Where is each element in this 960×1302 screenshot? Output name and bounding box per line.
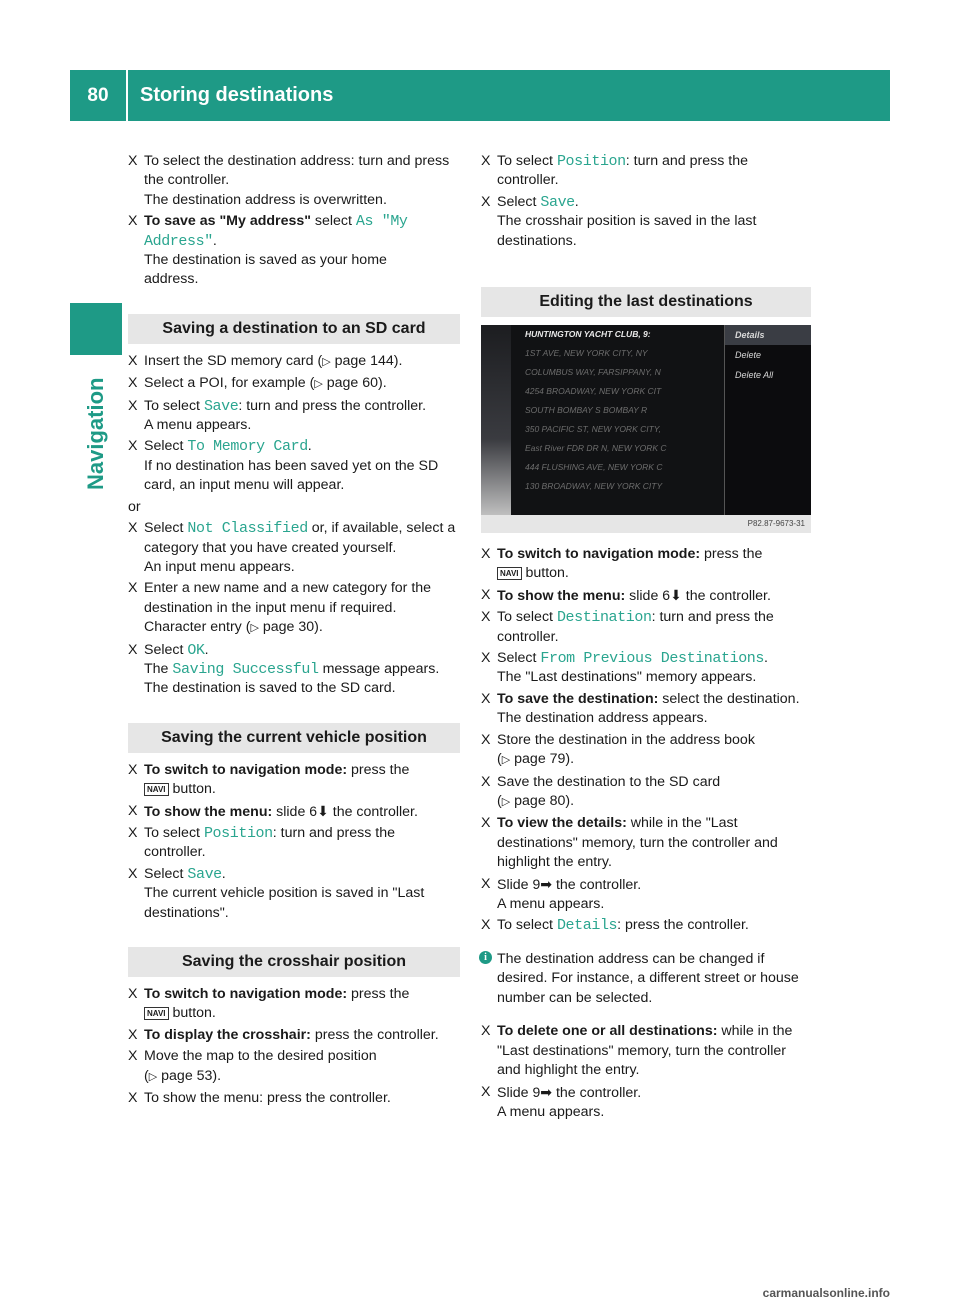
page-ref-icon: ▷ [148, 1070, 158, 1083]
info-icon: i [479, 951, 492, 964]
step-marker: X [128, 1048, 138, 1065]
page-ref-icon: ▷ [501, 795, 511, 808]
step: X To select Details: press the controller. [481, 917, 749, 935]
step: X To view the details: while in the "Last destinations" memory, turn the controller and highlight the entry. [481, 815, 778, 871]
list-item: 444 FLUSHING AVE, NEW YORK C [525, 462, 663, 473]
ui-term: Save [540, 193, 575, 211]
list-item: SOUTH BOMBAY S BOMBAY R [525, 405, 648, 416]
ui-term: Destination [556, 609, 652, 627]
step-marker: X [128, 865, 138, 882]
step-marker: X [128, 438, 138, 455]
or-text: or [128, 498, 141, 515]
ui-term: Save [203, 397, 239, 415]
page-ref-icon: ▷ [250, 622, 259, 635]
controller-slide-down-icon: 6⬇ [662, 586, 682, 603]
last-destinations-screenshot [481, 325, 811, 533]
step-marker: X [128, 1090, 138, 1107]
step: X To delete one or all destinations: while in the "Last destinations" memory, turn the controller and highlight the entry. [481, 1023, 793, 1079]
step: X To save the destination: select the destination. The destination address appears. [481, 690, 800, 727]
section-tab-label: Navigation [83, 377, 108, 490]
menu-item-delete: Delete [735, 350, 762, 361]
step-marker: X [128, 520, 138, 537]
page-ref-icon: ▷ [322, 355, 331, 368]
controller-slide-right-icon: 9➡ [532, 875, 553, 892]
step: X Select To Memory Card. If no destination has been saved yet on the SD card, an input menu will appear. [128, 438, 439, 494]
step: X To select the destination address: turn and press the controller. The destination address is overwritten. [128, 153, 450, 208]
scroll-bar [481, 325, 511, 515]
ui-term: Saving Successful [172, 660, 319, 678]
ui-term: As "My Address" [144, 213, 408, 250]
step: X To show the menu: press the controller. [128, 1089, 460, 1108]
step: X To select Save: turn and press the controller. A menu appears. [128, 397, 427, 434]
step: X Slide 9➡ the controller. A menu appears. [481, 875, 642, 912]
step-marker: X [481, 546, 491, 563]
step: X To select Position: turn and press the controller. [481, 153, 748, 189]
step: X Select From Previous Destinations. The "Last destinations" memory appears. [481, 650, 768, 686]
ui-term: To Memory Card [187, 438, 308, 456]
step-marker: X [481, 1023, 491, 1040]
navi-button-icon: NAVI [497, 567, 522, 580]
step: X Insert the SD memory card (▷ page 144). [128, 352, 460, 372]
step-marker: X [481, 773, 491, 790]
step: X To show the menu: slide 6⬇ the controller. [128, 802, 418, 820]
step: X Move the map to the desired position (▷ page 53). [128, 1048, 377, 1084]
ui-term: Not Classified [187, 520, 308, 538]
step-marker: X [128, 580, 138, 597]
step-marker: X [128, 352, 138, 369]
step: X Enter a new name and a new category for the destination in the input menu if required. Character entry (▷ page 30). [128, 580, 432, 636]
step: X To switch to navigation mode: press the NAVI button. [128, 986, 410, 1022]
step-marker: X [128, 375, 138, 392]
list-item: 350 PACIFIC ST, NEW YORK CITY, [525, 424, 662, 435]
menu-item-delete-all: Delete All [735, 370, 774, 381]
step: X Select OK. The Saving Successful message appears. The destination is saved to the SD card. [128, 641, 440, 697]
step-marker: X [128, 761, 138, 778]
ui-term: From Previous Destinations [540, 650, 765, 668]
step: X To switch to navigation mode: press the NAVI button. [481, 546, 763, 582]
step-marker: X [481, 586, 491, 603]
step-marker: X [128, 802, 138, 819]
step: X To display the crosshair: press the controller. [128, 1026, 460, 1045]
step: X To select Destination: turn and press the controller. [481, 609, 774, 645]
destination-list [525, 325, 725, 515]
ui-term: Position [556, 153, 626, 170]
step-marker: X [481, 609, 491, 626]
step-marker: X [128, 397, 138, 414]
page-ref-icon: ▷ [314, 378, 323, 391]
menu-item-details: Details [725, 325, 811, 345]
step: X To save as "My address" select As "My Address". The destination is saved as your home address. [128, 213, 408, 288]
page-number: 80 [87, 84, 109, 106]
context-menu [724, 325, 811, 515]
step: X Select Save. The current vehicle position is saved in "Last destinations". [128, 865, 425, 921]
step: X Store the destination in the address book (▷ page 79). [481, 731, 755, 768]
controller-slide-right-icon: 9➡ [532, 1083, 553, 1100]
info-note: i The destination address can be changed if desired. For instance, a different street or house number can be selected. [481, 950, 813, 1008]
section-heading: Editing the last destinations [481, 287, 811, 317]
watermark: carmanualsonline.info [762, 1286, 890, 1300]
page-ref-icon: ▷ [501, 754, 511, 767]
navi-button-icon: NAVI [144, 783, 169, 796]
section-tab [70, 360, 122, 500]
step-marker: X [481, 815, 491, 832]
list-item: COLUMBUS WAY, FARSIPPANY, N [525, 367, 661, 378]
section-tab-marker [70, 303, 122, 355]
ui-term: Details [556, 917, 618, 935]
figure-code: P82.87-9673-31 [481, 515, 811, 533]
navi-button-icon: NAVI [144, 1007, 169, 1020]
step-marker: X [481, 917, 491, 934]
step-marker: X [481, 1083, 491, 1100]
section-heading: Saving the crosshair position [128, 947, 460, 977]
step-marker: X [481, 153, 491, 169]
step-marker: X [128, 153, 138, 169]
step: X Save the destination to the SD card (▷ page 80). [481, 773, 721, 809]
step: X Select Not Classified or, if available, select a category that you have created yourself. An input menu appears. [128, 520, 456, 575]
list-item: 4254 BROADWAY, NEW YORK CIT [525, 386, 662, 397]
step-marker: X [481, 875, 491, 892]
ui-term: Position [203, 824, 273, 842]
step: X To select Position: turn and press the controller. [128, 824, 395, 861]
step: X Select Save. The crosshair position is saved in the last destinations. [481, 193, 757, 249]
right-column [481, 150, 813, 1124]
step: X Slide 9➡ the controller. A menu appears. [481, 1083, 642, 1120]
left-column [128, 150, 460, 1110]
step-marker: X [128, 213, 138, 230]
step-marker: X [481, 193, 491, 210]
step: X Select a POI, for example (▷ page 60). [128, 374, 460, 394]
step-marker: X [128, 1026, 138, 1043]
controller-slide-down-icon: 6⬇ [309, 802, 329, 819]
list-item: East River FDR DR N, NEW YORK C [525, 443, 667, 454]
step-marker: X [481, 690, 491, 707]
list-item: 130 BROADWAY, NEW YORK CITY [525, 481, 663, 492]
step-marker: X [481, 731, 491, 748]
page-title: Storing destinations [140, 84, 334, 106]
step-marker: X [481, 650, 491, 667]
step-marker: X [128, 824, 138, 841]
header-divider [126, 70, 128, 121]
ui-term: Save [187, 865, 222, 883]
ui-term: OK [187, 641, 205, 659]
list-item: HUNTINGTON YACHT CLUB, 9: [525, 329, 651, 340]
step: X To switch to navigation mode: press the NAVI button. [128, 761, 410, 798]
list-item: 1ST AVE, NEW YORK CITY, NY [525, 348, 648, 359]
step-marker: X [128, 986, 138, 1002]
section-heading: Saving the current vehicle position [128, 723, 460, 753]
step: X To show the menu: slide 6⬇ the controller. [481, 586, 771, 604]
step-marker: X [128, 641, 138, 658]
section-heading: Saving a destination to an SD card [128, 314, 460, 344]
